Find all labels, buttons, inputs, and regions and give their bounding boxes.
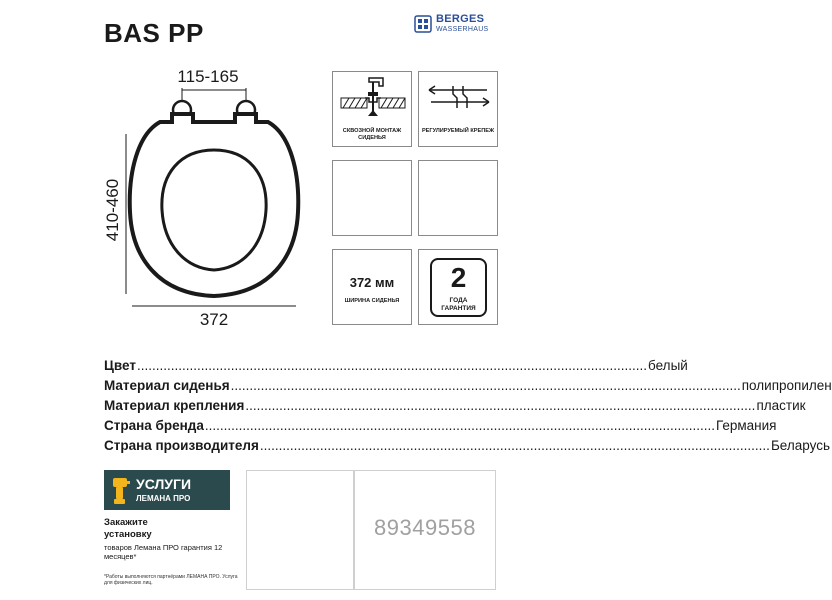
tile-warranty — [418, 249, 498, 325]
spec-row — [104, 418, 777, 438]
article-number: 89349558 — [374, 515, 476, 540]
spec-leader-dots: ........................................................................................................................................ — [204, 418, 715, 433]
spec-leader-dots: ........................................................................................................................................ — [259, 438, 770, 453]
spec-label: Страна производителя — [104, 438, 259, 453]
spec-label: Материал крепления — [104, 398, 245, 413]
spec-value: белый — [648, 358, 688, 373]
tile-empty — [332, 160, 412, 236]
tile-adjustable-mount — [418, 71, 498, 147]
services-banner[interactable] — [104, 470, 230, 510]
spec-list — [104, 358, 832, 458]
drill-icon — [110, 475, 130, 505]
through-mount-caption: СКВОЗНОЙ МОНТАЖ СИДЕНЬЯ — [342, 128, 402, 141]
warranty-badge — [430, 258, 487, 317]
adjustable-mount-caption: РЕГУЛИРУЕМЫЙ КРЕПЕЖ — [421, 128, 495, 134]
tile-through-mount — [332, 71, 412, 147]
warranty-years: 2 — [450, 262, 467, 293]
brand-logo — [414, 14, 489, 33]
service-footnote: *Работы выполняются партнёрами ЛЕМАНА ПРО. Услуга для физических лиц. — [104, 574, 238, 587]
warranty-label: ГОДА ГАРАНТИЯ — [441, 297, 476, 312]
brand-name: BERGES — [436, 13, 485, 25]
spec-row — [104, 358, 688, 378]
tile-empty — [418, 160, 498, 236]
seat-width-caption: ШИРИНА СИДЕНЬЯ — [344, 298, 400, 304]
services-subtitle: ЛЕМАНА ПРО — [136, 494, 191, 503]
services-title: УСЛУГИ — [136, 476, 192, 492]
spec-label: Страна бренда — [104, 418, 204, 433]
length-label: 410-460 — [103, 178, 122, 242]
brand-subtitle: WASSERHAUS — [436, 26, 489, 33]
adjustable-mount-icon — [427, 84, 491, 114]
berges-logo-icon — [414, 15, 432, 33]
hinge-spacing-label: 115-165 — [177, 67, 239, 86]
order-installation-title: Закажите установку — [104, 517, 152, 541]
seat-inner-outline — [162, 150, 266, 270]
spec-value: Беларусь — [770, 438, 830, 453]
product-title: BAS PP — [104, 18, 204, 48]
tile-seat-width — [332, 249, 412, 325]
blank-panel — [246, 470, 354, 590]
spec-value: Германия — [715, 418, 777, 433]
through-mount-icon — [339, 76, 407, 120]
spec-row — [104, 378, 832, 398]
spec-leader-dots: ........................................................................................................................................ — [230, 378, 741, 393]
order-installation-text: товаров Лемана ПРО гарантия 12 месяцев* — [104, 543, 223, 562]
spec-value: полипропилен — [741, 378, 832, 393]
width-label: 372 — [199, 310, 229, 329]
article-panel — [354, 470, 496, 590]
spec-value: пластик — [756, 398, 806, 413]
spec-label: Материал сиденья — [104, 378, 230, 393]
spec-label: Цвет — [104, 358, 136, 373]
seat-width-value: 372 мм — [349, 275, 395, 290]
spec-row — [104, 438, 830, 458]
spec-row — [104, 398, 806, 418]
spec-leader-dots: ........................................................................................................................................ — [245, 398, 756, 413]
spec-leader-dots: ........................................................................................................................................ — [136, 358, 648, 373]
seat-drawing — [100, 62, 320, 332]
